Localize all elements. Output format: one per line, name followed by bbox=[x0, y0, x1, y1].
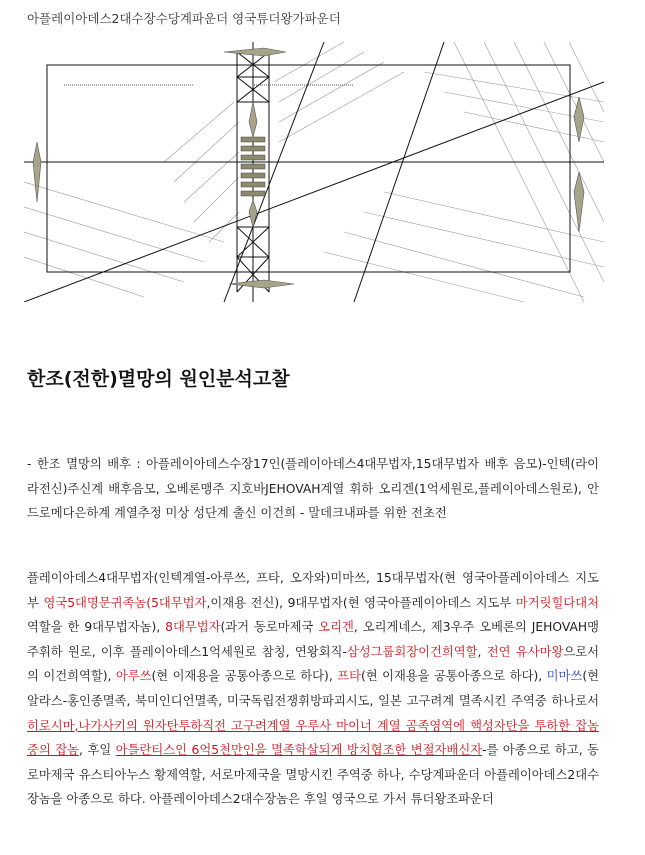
paragraph-1: - 한조 멸망의 배후 : 아플레이아데스수장17인(플레이아데스4대무법자,15대무법자 배후 음모)-인텍(라이라전신)주신계 배후음모, 오베론맹주 지호바JEHOVAH계열 휘하 오리겐(1억세원로,플레이아데스원로), 안드로메다은하계 계열추정 미상 성단계 출신 이건희 - 말데크내파를 위한 전초전 bbox=[27, 457, 599, 521]
p2-text: , 후일 bbox=[79, 743, 116, 758]
p2-underlined-highlight: 히로시마,나가사키의 원자탄투하직전 고구려계열 우루사 마이너 계열 곰족영역에 핵성자탄을 투하한 잡놈중의 잡놈 bbox=[27, 718, 599, 758]
p2-text: 플레이아데스4대무법자(인텍계열-아루쓰, 프타, 오자와)미마쓰, 15대무법자(현 영국아플레이아데스 지도부 bbox=[27, 571, 599, 610]
article-title: 한조(전한)멸망의 원인분석고찰 bbox=[27, 368, 290, 390]
p2-highlight: 마거릿힐다대처 bbox=[515, 595, 599, 610]
p2-highlight: 아루쓰 bbox=[115, 669, 152, 684]
p2-text: (현 알라스-홍인종멸족, 북미인디언멸족, 미국독립전쟁휘방파괴시도, 일본 고구려계 멸족시킨 주역중 하나로서 bbox=[27, 669, 599, 708]
diagram-figure bbox=[24, 42, 604, 302]
p2-text: -를 아종으로 하고, 동로마제국 유스티아누스 황제역할, 서로마제국을 멸망시킨 주역중 하나, 수당계파운더 아플레이아데스2대수장놈을 아종으로 하다. 아플레이아데스2대수장놈은 후일 영국으로 가서 튜더왕조파운더 bbox=[27, 743, 600, 807]
p2-highlight: 프타 bbox=[337, 669, 361, 684]
paragraph-2 bbox=[27, 566, 599, 812]
tower-rungs bbox=[241, 137, 265, 196]
p2-highlight: 삼성그룹회장이건희역할 bbox=[346, 644, 478, 659]
lattice-tower bbox=[237, 42, 269, 302]
p2-highlight: 오리겐 bbox=[318, 620, 354, 635]
p2-text: , 오리게네스, 제3우주 오베론의 JEHOVAH맹주휘하 원로, 이후 플레이아데스1억세원로 참칭, 연왕회직- bbox=[27, 620, 599, 659]
p2-text: 역할을 한 9대무법자놈), bbox=[27, 620, 166, 635]
p2-highlight: 8대무법자 bbox=[165, 620, 221, 635]
p2-underlined-highlight: 아틀란티스인 6억5천만인을 멸족학살되게 방치협조한 변절자배신자 bbox=[115, 743, 483, 758]
p2-text: , bbox=[477, 644, 487, 659]
hatch-lines bbox=[24, 42, 604, 302]
blade-shapes bbox=[33, 48, 584, 288]
p2-text: 으로서의 이건희역할), bbox=[27, 644, 599, 684]
p2-highlight: 전연 유사마왕 bbox=[486, 644, 564, 659]
p2-highlight-blue: 미마쓰 bbox=[546, 669, 583, 684]
p2-text: (현 이재용을 공통아종으로 하다), bbox=[151, 669, 338, 684]
p2-text: (과거 동로마제국 bbox=[220, 620, 319, 635]
main-lines bbox=[24, 42, 604, 302]
page-caption: 아플레이아데스2대수장수당계파운더 영국튜더왕가파운더 bbox=[27, 11, 341, 26]
p2-text: ,이재용 전신), 9대무법자(현 영국아플레이아데스 지도부 bbox=[206, 595, 516, 610]
p2-highlight: 영국5대명문귀족놈(5대무법자 bbox=[43, 595, 207, 610]
p2-text: (현 이재용을 공통아종으로 하다), bbox=[360, 669, 547, 684]
